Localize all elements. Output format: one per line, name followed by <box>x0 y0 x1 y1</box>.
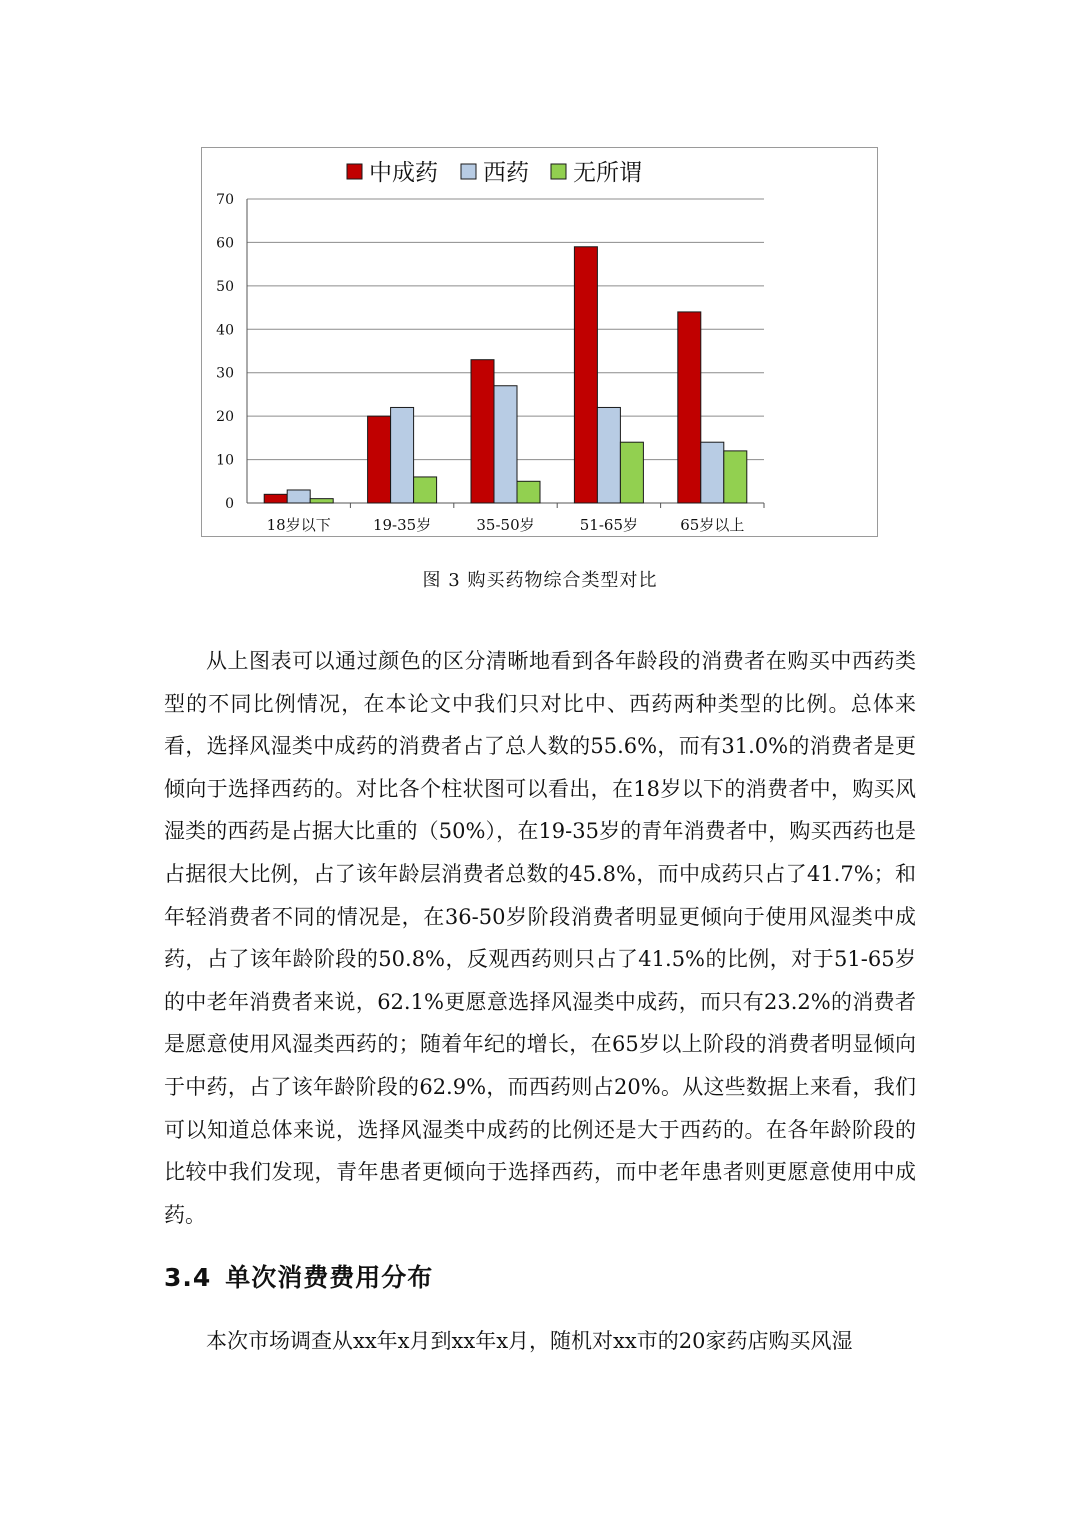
bar <box>597 407 620 503</box>
legend-swatch <box>347 164 362 179</box>
y-tick-label: 70 <box>216 192 234 208</box>
legend-swatch <box>551 164 566 179</box>
figure-caption: 图 3 购买药物综合类型对比 <box>422 570 658 591</box>
body-paragraph <box>164 640 916 1236</box>
section-number: 3.4 <box>164 1263 212 1292</box>
body-paragraph-2: 本次市场调查从xx年x月到xx年x月，随机对xx市的20家药店购买风湿 <box>206 1329 853 1353</box>
bar <box>310 499 333 503</box>
legend-label: 西药 <box>483 160 529 186</box>
bar <box>391 407 414 503</box>
bar <box>701 442 724 503</box>
legend-label: 中成药 <box>369 160 438 186</box>
y-tick-label: 10 <box>216 452 234 469</box>
y-tick-label: 60 <box>216 235 234 252</box>
chart-svg <box>202 148 877 536</box>
bar <box>414 477 437 503</box>
bar <box>574 247 597 503</box>
x-tick-label: 65岁以上 <box>680 516 745 534</box>
bar <box>724 451 747 503</box>
x-tick-label: 18岁以下 <box>266 516 331 534</box>
section-heading <box>164 1258 433 1294</box>
bar <box>471 360 494 503</box>
x-tick-label: 19-35岁 <box>372 516 432 534</box>
y-tick-label: 30 <box>216 365 234 382</box>
legend-label: 无所谓 <box>573 160 642 186</box>
bar <box>620 442 643 503</box>
bar-chart <box>201 147 878 537</box>
bar <box>264 494 287 503</box>
bar <box>678 312 701 503</box>
x-tick-label: 51-65岁 <box>579 516 639 534</box>
y-tick-label: 40 <box>216 322 234 339</box>
y-tick-label: 0 <box>225 496 234 512</box>
section-title: 单次消费费用分布 <box>225 1263 434 1292</box>
bar <box>517 481 540 503</box>
y-tick-label: 50 <box>216 278 234 295</box>
bar <box>368 416 391 503</box>
x-tick-label: 35-50岁 <box>476 516 535 534</box>
y-tick-label: 20 <box>216 409 234 426</box>
legend-swatch <box>461 164 476 179</box>
paragraph-text: 从上图表可以通过颜色的区分清晰地看到各年龄段的消费者在购买中西药类型的不同比例情况，在本论文中我们只对比中、西药两种类型的比例。总体来看，选择风湿类中成药的消费者占了总人数的55.6%，而有31.0%的消费者是更倾向于选择西药的。对比各个柱状图可以看出，在18岁以下的消费者中，购买风湿类的西药是占据大比重的（50%），在19-35岁的青年消费者中，购买西药也是占据很大比例，占了该年龄层消费者总数的45.8%，而中成药只占了41.7%；和年轻消费者不同的情况是，在36-50岁阶段消费者明显更倾向于使用风湿类中成药，占了该年龄阶段的50.8%，反观西药则只占了41.5%的比例，对于51-65岁的中老年消费者来说，62.1%更愿意选择风湿类中成药，而只有23.2%的消费者是愿意使用风湿类西药的；随着年纪的增长，在65岁以上阶段的消费者明显倾向于中药，占了该年龄阶段的62.9%，而西药则占20%。从这些数据上来看，我们可以知道总体来说，选择风湿类中成药的比例还是大于西药的。在各年龄阶段的比较中我们发现，青年患者更倾向于选择西药，而中老年患者则更愿意使用中成药。 <box>164 649 916 1227</box>
bar <box>287 490 310 503</box>
bar <box>494 386 517 503</box>
